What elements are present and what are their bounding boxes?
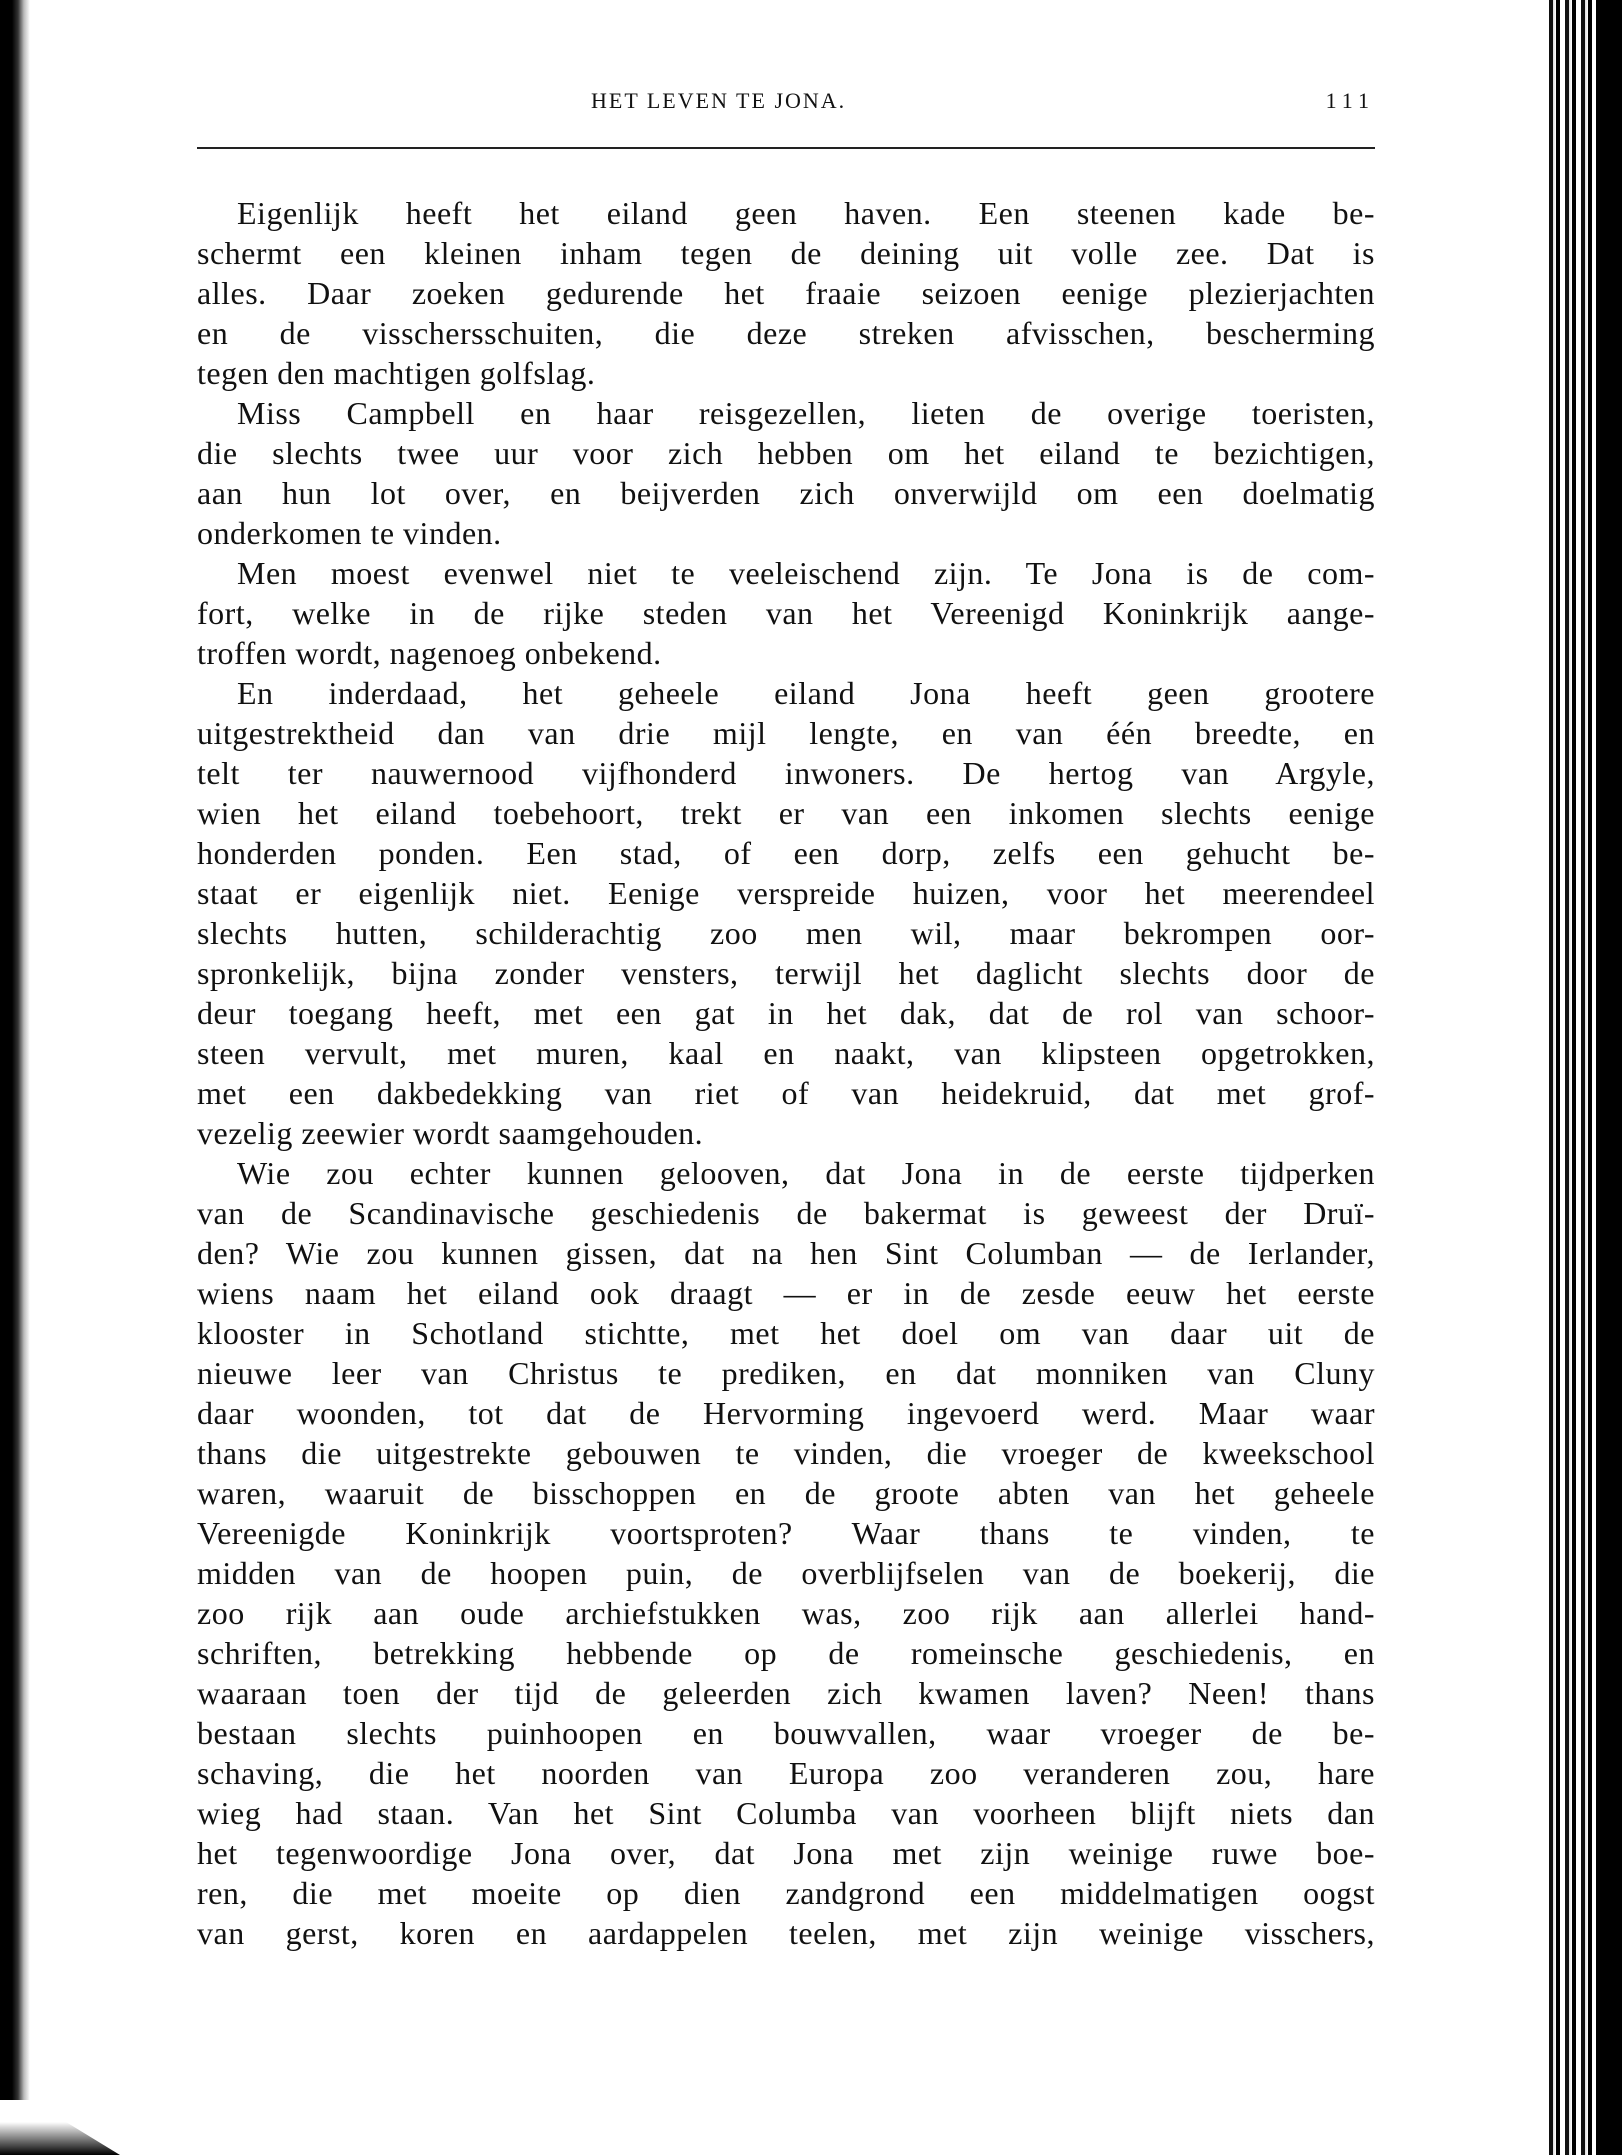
scan-binding-edge-left [0, 0, 30, 2155]
text-line: schriften, betrekking hebbende op de romeinsche geschiedenis, en [197, 1635, 1375, 1671]
text-line: klooster in Schotland stichtte, met het doel om van daar uit de [197, 1315, 1375, 1351]
text-line: met een dakbedekking van riet of van heidekruid, dat met grof- [197, 1075, 1375, 1111]
text-line: telt ter nauwernood vijfhonderd inwoners. De hertog van Argyle, [197, 755, 1375, 791]
paragraph [197, 673, 1375, 1153]
text-line: waren, waaruit de bisschoppen en de groote abten van het geheele [197, 1475, 1375, 1511]
text-line: spronkelijk, bijna zonder vensters, terwijl het daglicht slechts door de [197, 955, 1375, 991]
text-line: honderden ponden. Een stad, of een dorp, zelfs een gehucht be- [197, 835, 1375, 871]
text-line: van de Scandinavische geschiedenis de bakermat is geweest der Druï- [197, 1195, 1375, 1231]
text-line: Miss Campbell en haar reisgezellen, lieten de overige toeristen, [237, 395, 1375, 431]
text-line: fort, welke in de rijke steden van het Vereenigd Koninkrijk aange- [197, 595, 1375, 631]
paragraph [197, 393, 1375, 553]
text-line: alles. Daar zoeken gedurende het fraaie seizoen eenige plezierjachten [197, 275, 1375, 311]
text-line: En inderdaad, het geheele eiland Jona heeft geen grootere [237, 675, 1375, 711]
paragraph [197, 193, 1375, 393]
text-line: Eigenlijk heeft het eiland geen haven. Een steenen kade be- [237, 195, 1375, 231]
text-line: die slechts twee uur voor zich hebben om het eiland te bezichtigen, [197, 435, 1375, 471]
text-line: aan hun lot over, en beijverden zich onverwijld om een doelmatig [197, 475, 1375, 511]
text-line: wieg had staan. Van het Sint Columba van voorheen blijft niets dan [197, 1795, 1375, 1831]
running-head-title: HET LEVEN TE JONA. [591, 88, 847, 113]
text-line: en de visschersschuiten, die deze streken afvisschen, bescherming [197, 315, 1375, 351]
text-line: Vereenigde Koninkrijk voortsproten? Waar thans te vinden, te [197, 1515, 1375, 1551]
scan-border-right [1596, 0, 1622, 2155]
header-rule [197, 147, 1375, 149]
text-line: uitgestrektheid dan van drie mijl lengte, en van één breedte, en [197, 715, 1375, 751]
paragraph [197, 553, 1375, 673]
text-line: thans die uitgestrekte gebouwen te vinden, die vroeger de kweekschool [197, 1435, 1375, 1471]
text-line: het tegenwoordige Jona over, dat Jona met zijn weinige ruwe boe- [197, 1835, 1375, 1871]
text-line: waaraan toen der tijd de geleerden zich kwamen laven? Neen! thans [197, 1675, 1375, 1711]
text-line: deur toegang heeft, met een gat in het dak, dat de rol van schoor- [197, 995, 1375, 1031]
text-line: steen vervult, met muren, kaal en naakt, van klipsteen opgetrokken, [197, 1035, 1375, 1071]
text-line: Men moest evenwel niet te veeleischend zijn. Te Jona is de com- [237, 555, 1375, 591]
scan-binding-shadow [0, 2100, 120, 2155]
body-text [197, 193, 1375, 1953]
text-line: den? Wie zou kunnen gissen, dat na hen Sint Columban — de Ierlander, [197, 1235, 1375, 1271]
text-line: schaving, die het noorden van Europa zoo veranderen zou, hare [197, 1755, 1375, 1791]
page-number: 111 [1325, 88, 1375, 113]
text-line: Wie zou echter kunnen gelooven, dat Jona in de eerste tijdperken [237, 1155, 1375, 1191]
text-line: schermt een kleinen inham tegen de deining uit volle zee. Dat is [197, 235, 1375, 271]
paragraph [197, 1153, 1375, 1953]
text-line: wien het eiland toebehoort, trekt er van een inkomen slechts eenige [197, 795, 1375, 831]
text-line: wiens naam het eiland ook draagt — er in de zesde eeuw het eerste [197, 1275, 1375, 1311]
text-line: vezelig zeewier wordt saamgehouden. [197, 1115, 704, 1151]
text-line: van gerst, koren en aardappelen teelen, met zijn weinige visschers, [197, 1915, 1375, 1951]
running-head [197, 88, 1375, 128]
text-line: daar woonden, tot dat de Hervorming ingevoerd werd. Maar waar [197, 1395, 1375, 1431]
text-line: onderkomen te vinden. [197, 515, 502, 551]
text-line: zoo rijk aan oude archiefstukken was, zoo rijk aan allerlei hand- [197, 1595, 1375, 1631]
text-line: nieuwe leer van Christus te prediken, en dat monniken van Cluny [197, 1355, 1375, 1391]
text-line: slechts hutten, schilderachtig zoo men wil, maar bekrompen oor- [197, 915, 1375, 951]
text-line: staat er eigenlijk niet. Eenige verspreide huizen, voor het meerendeel [197, 875, 1375, 911]
text-line: bestaan slechts puinhoopen en bouwvallen, waar vroeger de be- [197, 1715, 1375, 1751]
text-line: ren, die met moeite op dien zandgrond een middelmatigen oogst [197, 1875, 1375, 1911]
text-line: tegen den machtigen golfslag. [197, 355, 596, 391]
text-line: troffen wordt, nagenoeg onbekend. [197, 635, 662, 671]
text-line: midden van de hoopen puin, de overblijfselen van de boekerij, die [197, 1555, 1375, 1591]
